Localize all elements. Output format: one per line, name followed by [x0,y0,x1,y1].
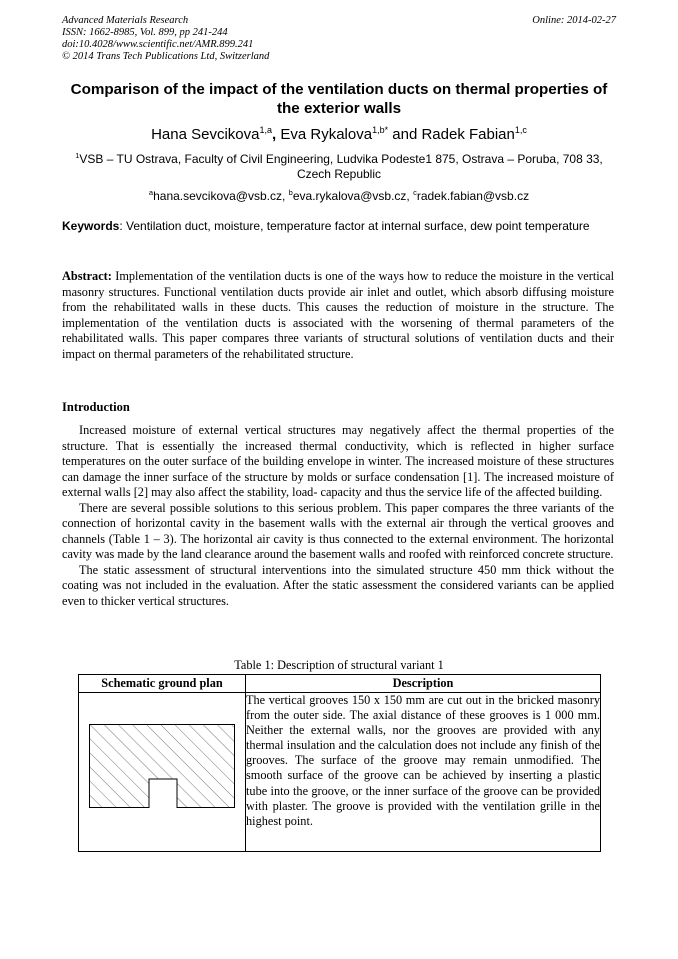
email-address: hana.sevcikova@vsb.cz [153,189,282,203]
author-name: Eva Rykalova [280,126,373,143]
online-date: Online: 2014-02-27 [532,15,616,26]
schematic-figure [79,693,245,851]
affiliation [62,148,616,182]
paper-title: Comparison of the impact of the ventilation ducts on thermal properties of the exterior walls [70,81,608,117]
abstract-text: Implementation of the ventilation ducts is one of the ways how to reduce the moisture in the vertical masonry structures. Functional ventilation ducts provide air inlet and outlet, which absorb diffusing moisture from the rehabilitated walls in these ducts. This causes the reduction of moisture in the structure. The implementation of the ventilation ducts is associated with the worsening of thermal parameters of the rehabilitated walls. This paper compares three variants of structural solutions of ventilation ducts and their impact on thermal parameters of the rehabilitated structure. [62,269,614,361]
email-superscript: b [288,188,293,197]
paragraph: The static assessment of structural interventions into the simulated structure 450 mm thick without the coating was not included in the evaluation. After the static assessment the considered variants can be applied even to thicker vertical structures. [62,562,614,608]
author-separator: and [388,126,422,143]
affiliation-superscript: 1 [75,151,80,160]
keywords-text: : Ventilation duct, moisture, temperature factor at internal surface, dew point temperature [119,219,590,233]
email-list [62,185,616,204]
table-header-row [79,675,601,693]
description-cell: The vertical grooves 150 x 150 mm are cut out in the bricked masonry from the outer side. The axial distance of these grooves is 1 000 mm. Neither the external walls, nor the grooves are provided with any thermal insulation and the calculation does not include any finish of the grooves. The surface of the groove may remain unmodified. The smooth surface of the groove can be achieved by inserting a plastic tube into the groove, or the inner surface of the groove can be provided with plaster. The groove is provided with the ventilation grille in the highest point. [246,693,601,852]
abstract-label: Abstract: [62,269,112,283]
email-separator: , [282,189,289,203]
author-list [58,121,620,144]
author-superscript: 1,b* [372,125,389,135]
journal-name: Advanced Materials Research [62,15,189,26]
email-separator: , [406,189,414,203]
paragraph: Increased moisture of external vertical structures may negatively affect the thermal properties of the structure. That is essentially the increased thermal conductivity, which is reflected in higher surface temperatures on the outer surface of the building envelope in winter. The increased moisture of these structures can damage the inner surface of the structure by molds or surface condensation [1]. The increased moisture of external walls [2] may also affect the stability, load- capacity and thus the service life of the affected building. [62,423,614,499]
author-name: Radek Fabian [421,126,515,143]
issn-line: ISSN: 1662-8985, Vol. 899, pp 241-244 [62,27,228,38]
schematic-ground-plan-cell [79,693,246,852]
introduction-body [62,423,614,609]
author-superscript: 1,c [514,125,527,135]
journal-header [62,15,616,63]
affiliation-text: VSB – TU Ostrava, Faculty of Civil Engineering, Ludvika Podeste1 875, Ostrava – Poruba, 708 33, Czech Republic [79,152,603,181]
abstract [62,269,614,363]
schematic-ground-plan-drawing [89,724,235,808]
doi-line: doi:10.4028/www.scientific.net/AMR.899.241 [62,39,254,50]
structural-variant-table [78,674,601,852]
email-address: radek.fabian@vsb.cz [416,189,530,203]
author-name: Hana Sevcikova [151,126,260,143]
copyright-line: © 2014 Trans Tech Publications Ltd, Switzerland [62,51,270,62]
table-caption: Table 1: Description of structural variant 1 [234,658,444,672]
introduction-heading: Introduction [62,400,130,414]
table-row [79,693,601,852]
keywords [62,219,614,234]
column-header: Description [246,675,601,693]
column-header: Schematic ground plan [79,675,246,693]
email-address: eva.rykalova@vsb.cz [292,189,407,203]
email-superscript: a [148,188,154,197]
author-superscript: 1,a [259,125,273,135]
author-separator: , [272,126,281,143]
keywords-label: Keywords [62,219,120,233]
paragraph: There are several possible solutions to this serious problem. This paper compares the three variants of the connection of horizontal cavity in the basement walls with the external air through the vertical grooves and channels (Table 1 – 3). The horizontal air cavity is thus connected to the external environment. The horizontal cavity was made by the land clearance around the basement walls and roofed with reinforced concrete structure. [62,500,614,561]
email-superscript: c [413,188,417,197]
